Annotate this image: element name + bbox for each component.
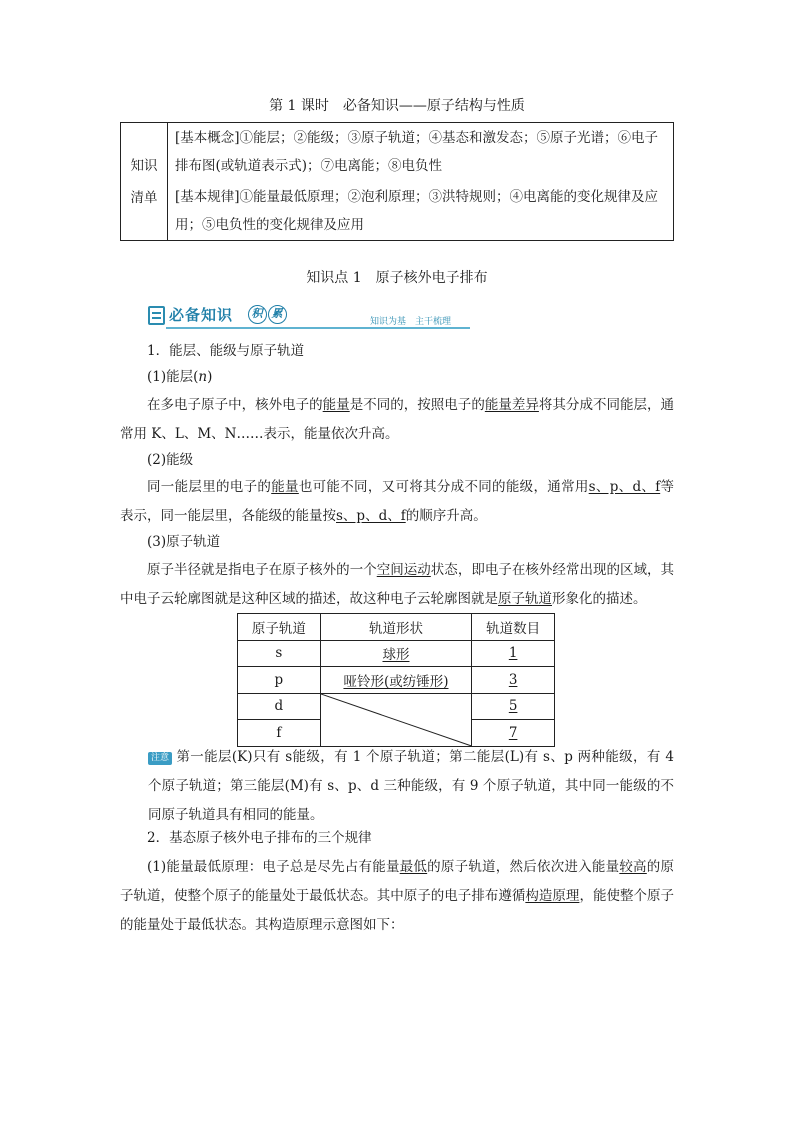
blank-answer: s、p、d、f <box>588 479 661 495</box>
note-tag: 注意 <box>148 752 172 765</box>
basic-concepts: [基本概念]①能层；②能级；③原子轨道；④基态和激发态；⑤原子光谱；⑥电子排布图(或轨道表示式)；⑦电离能；⑧电负性 <box>175 130 659 174</box>
orbital-cell: f <box>238 720 321 747</box>
blank-answer: 较高 <box>619 859 647 875</box>
blank-answer: 能量 <box>322 397 350 413</box>
shape-cell: 球形 <box>320 640 472 667</box>
table-row <box>238 667 555 694</box>
banner-subtitle: 知识为基 主干梳理 <box>370 317 452 327</box>
count-cell: 5 <box>472 693 555 720</box>
sub2-heading: (2)能级 <box>147 452 194 468</box>
summary-side-line1: 知识 <box>130 157 158 174</box>
shape-cell: 哑铃形(或纺锤形) <box>320 667 472 694</box>
banner-underline <box>166 327 470 329</box>
sub1-paragraph: 在多电子原子中，核外电子的能量是不同的，按照电子的能量差异将其分成不同能层，通常用 K、L、M、N……表示，能量依次升高。 <box>120 397 675 442</box>
summary-body <box>168 123 673 240</box>
sub3-paragraph: 原子半径就是指电子在原子核外的一个空间运动状态，即电子在核外经常出现的区域，其中电子云轮廓图就是这种区域的描述，故这种电子云轮廓图就是原子轨道形象化的描述。 <box>120 562 675 607</box>
count-cell: 3 <box>472 667 555 694</box>
orbital-table <box>237 613 555 747</box>
lesson-title: 第 1 课时 必备知识——原子结构与性质 <box>269 98 525 114</box>
blank-answer: 构造原理 <box>525 888 580 904</box>
blank-answer: 能量 <box>271 479 299 495</box>
table-header-row <box>238 614 555 641</box>
orbital-cell: s <box>238 640 321 667</box>
note-paragraph: 注意 第一能层(K)只有 s能级，有 1 个原子轨道；第二能层(L)有 s、p 两种能级，有 4 个原子轨道；第三能层(M)有 s、p、d 三种能级，有 9 个原子轨道，其中同一能级的不同原子轨道具有相同的能量。 <box>148 749 674 823</box>
diagonal-line <box>321 694 472 746</box>
sub3-heading: (3)原子轨道 <box>147 534 221 550</box>
banner-tag-char2: 累 <box>268 305 287 324</box>
table-header-cell: 轨道数目 <box>472 614 555 641</box>
basic-laws: [基本规律]①能量最低原理；②泡利原理；③洪特规则；④电离能的变化规律及应用；⑤电负性的变化规律及应用 <box>175 189 659 233</box>
sub2-paragraph: 同一能层里的电子的能量也可能不同，又可将其分成不同的能级，通常用s、p、d、f等表示，同一能层里，各能级的能量按s、p、d、f的顺序升高。 <box>120 479 675 524</box>
blank-answer: 最低 <box>399 859 428 875</box>
knowledge-point-title: 知识点 1 原子核外电子排布 <box>306 270 488 286</box>
orbital-cell: p <box>238 667 321 694</box>
blank-answer: s、p、d、f <box>336 508 406 524</box>
count-cell: 1 <box>472 640 555 667</box>
count-cell: 7 <box>472 720 555 747</box>
blank-answer: 能量差异 <box>484 397 539 413</box>
section2-heading: 2．基态原子核外电子排布的三个规律 <box>147 830 372 846</box>
blank-answer: 原子轨道 <box>498 591 552 607</box>
sub1-heading: (1)能层(n) <box>147 369 213 385</box>
banner-tag <box>248 305 288 324</box>
blank-answer: 空间运动 <box>376 562 431 578</box>
summary-side-label <box>121 123 168 240</box>
knowledge-summary-box <box>120 122 674 241</box>
essential-knowledge-banner <box>148 304 470 328</box>
section1-heading: 1．能层、能级与原子轨道 <box>147 343 305 359</box>
banner-title: 必备知识 <box>169 306 234 324</box>
section2-paragraph: (1)能量最低原理：电子总是尽先占有能量最低的原子轨道，然后依次进入能量较高的原子轨道，使整个原子的能量处于最低状态。其中原子的电子排布遵循构造原理，能使整个原子的能量处于最低状态。其构造原理示意图如下： <box>120 859 675 933</box>
summary-side-line2: 清单 <box>130 189 158 206</box>
table-header-cell: 原子轨道 <box>238 614 321 641</box>
table-header-cell: 轨道形状 <box>320 614 472 641</box>
table-row <box>238 693 555 720</box>
orbital-cell: d <box>238 693 321 720</box>
notebook-icon <box>148 306 165 325</box>
table-row <box>238 640 555 667</box>
merged-blank-cell <box>320 693 472 746</box>
banner-tag-char1: 积 <box>248 305 267 324</box>
